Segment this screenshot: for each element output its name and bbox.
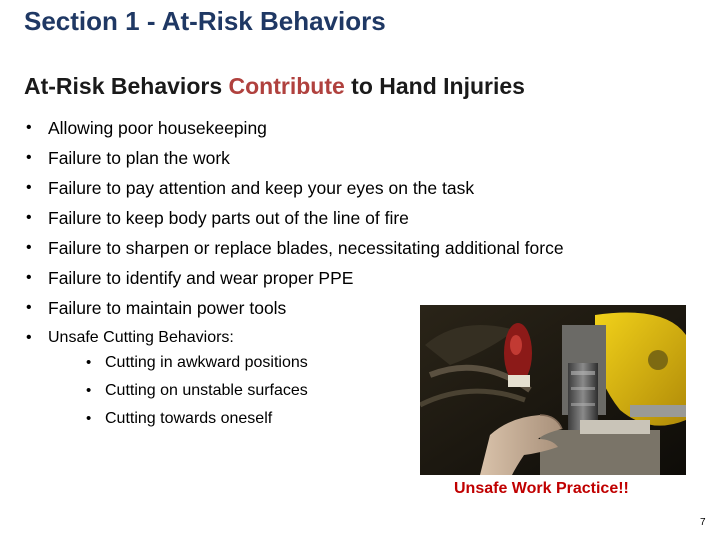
bullet-dot: •: [26, 149, 32, 166]
photo-illustration: [420, 305, 686, 475]
bullet-item: [26, 143, 564, 173]
heading-accent-word: Contribute: [228, 73, 345, 99]
heading-part-2: to Hand Injuries: [344, 73, 525, 99]
bullet-text: Allowing poor housekeeping: [48, 118, 267, 138]
bullet-dot: •: [26, 119, 32, 136]
bullet-dot: •: [26, 299, 32, 316]
sub-bullet-text: Cutting on unstable surfaces: [105, 382, 308, 399]
bullet-text: Unsafe Cutting Behaviors:: [48, 329, 234, 346]
sub-bullet-text: Cutting towards oneself: [105, 410, 273, 427]
bullet-text: Failure to identify and wear proper PPE: [48, 268, 354, 288]
sub-bullet-item: [86, 349, 308, 377]
bullet-dot: •: [26, 269, 32, 286]
unsafe-practice-photo: [420, 305, 686, 475]
sub-bullet-item: [86, 405, 308, 433]
sub-bullet-text: Cutting in awkward positions: [105, 354, 308, 371]
photo-caption: Unsafe Work Practice!!: [454, 480, 629, 497]
heading-part-1: At-Risk Behaviors: [24, 73, 229, 99]
slide-heading: [24, 73, 525, 100]
bullet-item: [26, 173, 564, 203]
bullet-dot: •: [26, 329, 32, 346]
sub-bullet-list: [86, 349, 308, 433]
sub-bullet-dot: •: [86, 382, 92, 399]
sub-bullet-dot: •: [86, 354, 92, 371]
bullet-text: Failure to plan the work: [48, 148, 230, 168]
bullet-text: Failure to maintain power tools: [48, 298, 287, 318]
bullet-text: Failure to pay attention and keep your eyes on the task: [48, 178, 475, 198]
sub-bullet-dot: •: [86, 410, 92, 427]
bullet-dot: •: [26, 239, 32, 256]
page-number: 7: [700, 517, 706, 528]
bullet-item: [26, 113, 564, 143]
slide-title: Section 1 - At-Risk Behaviors: [24, 6, 386, 36]
sub-bullet-item: [86, 377, 308, 405]
bullet-dot: •: [26, 209, 32, 226]
bullet-item: [26, 233, 564, 263]
bullet-dot: •: [26, 179, 32, 196]
bullet-item: [26, 203, 564, 233]
bullet-text: Failure to sharpen or replace blades, necessitating additional force: [48, 238, 564, 258]
bullet-item: [26, 263, 564, 293]
bullet-text: Failure to keep body parts out of the line of fire: [48, 208, 409, 228]
